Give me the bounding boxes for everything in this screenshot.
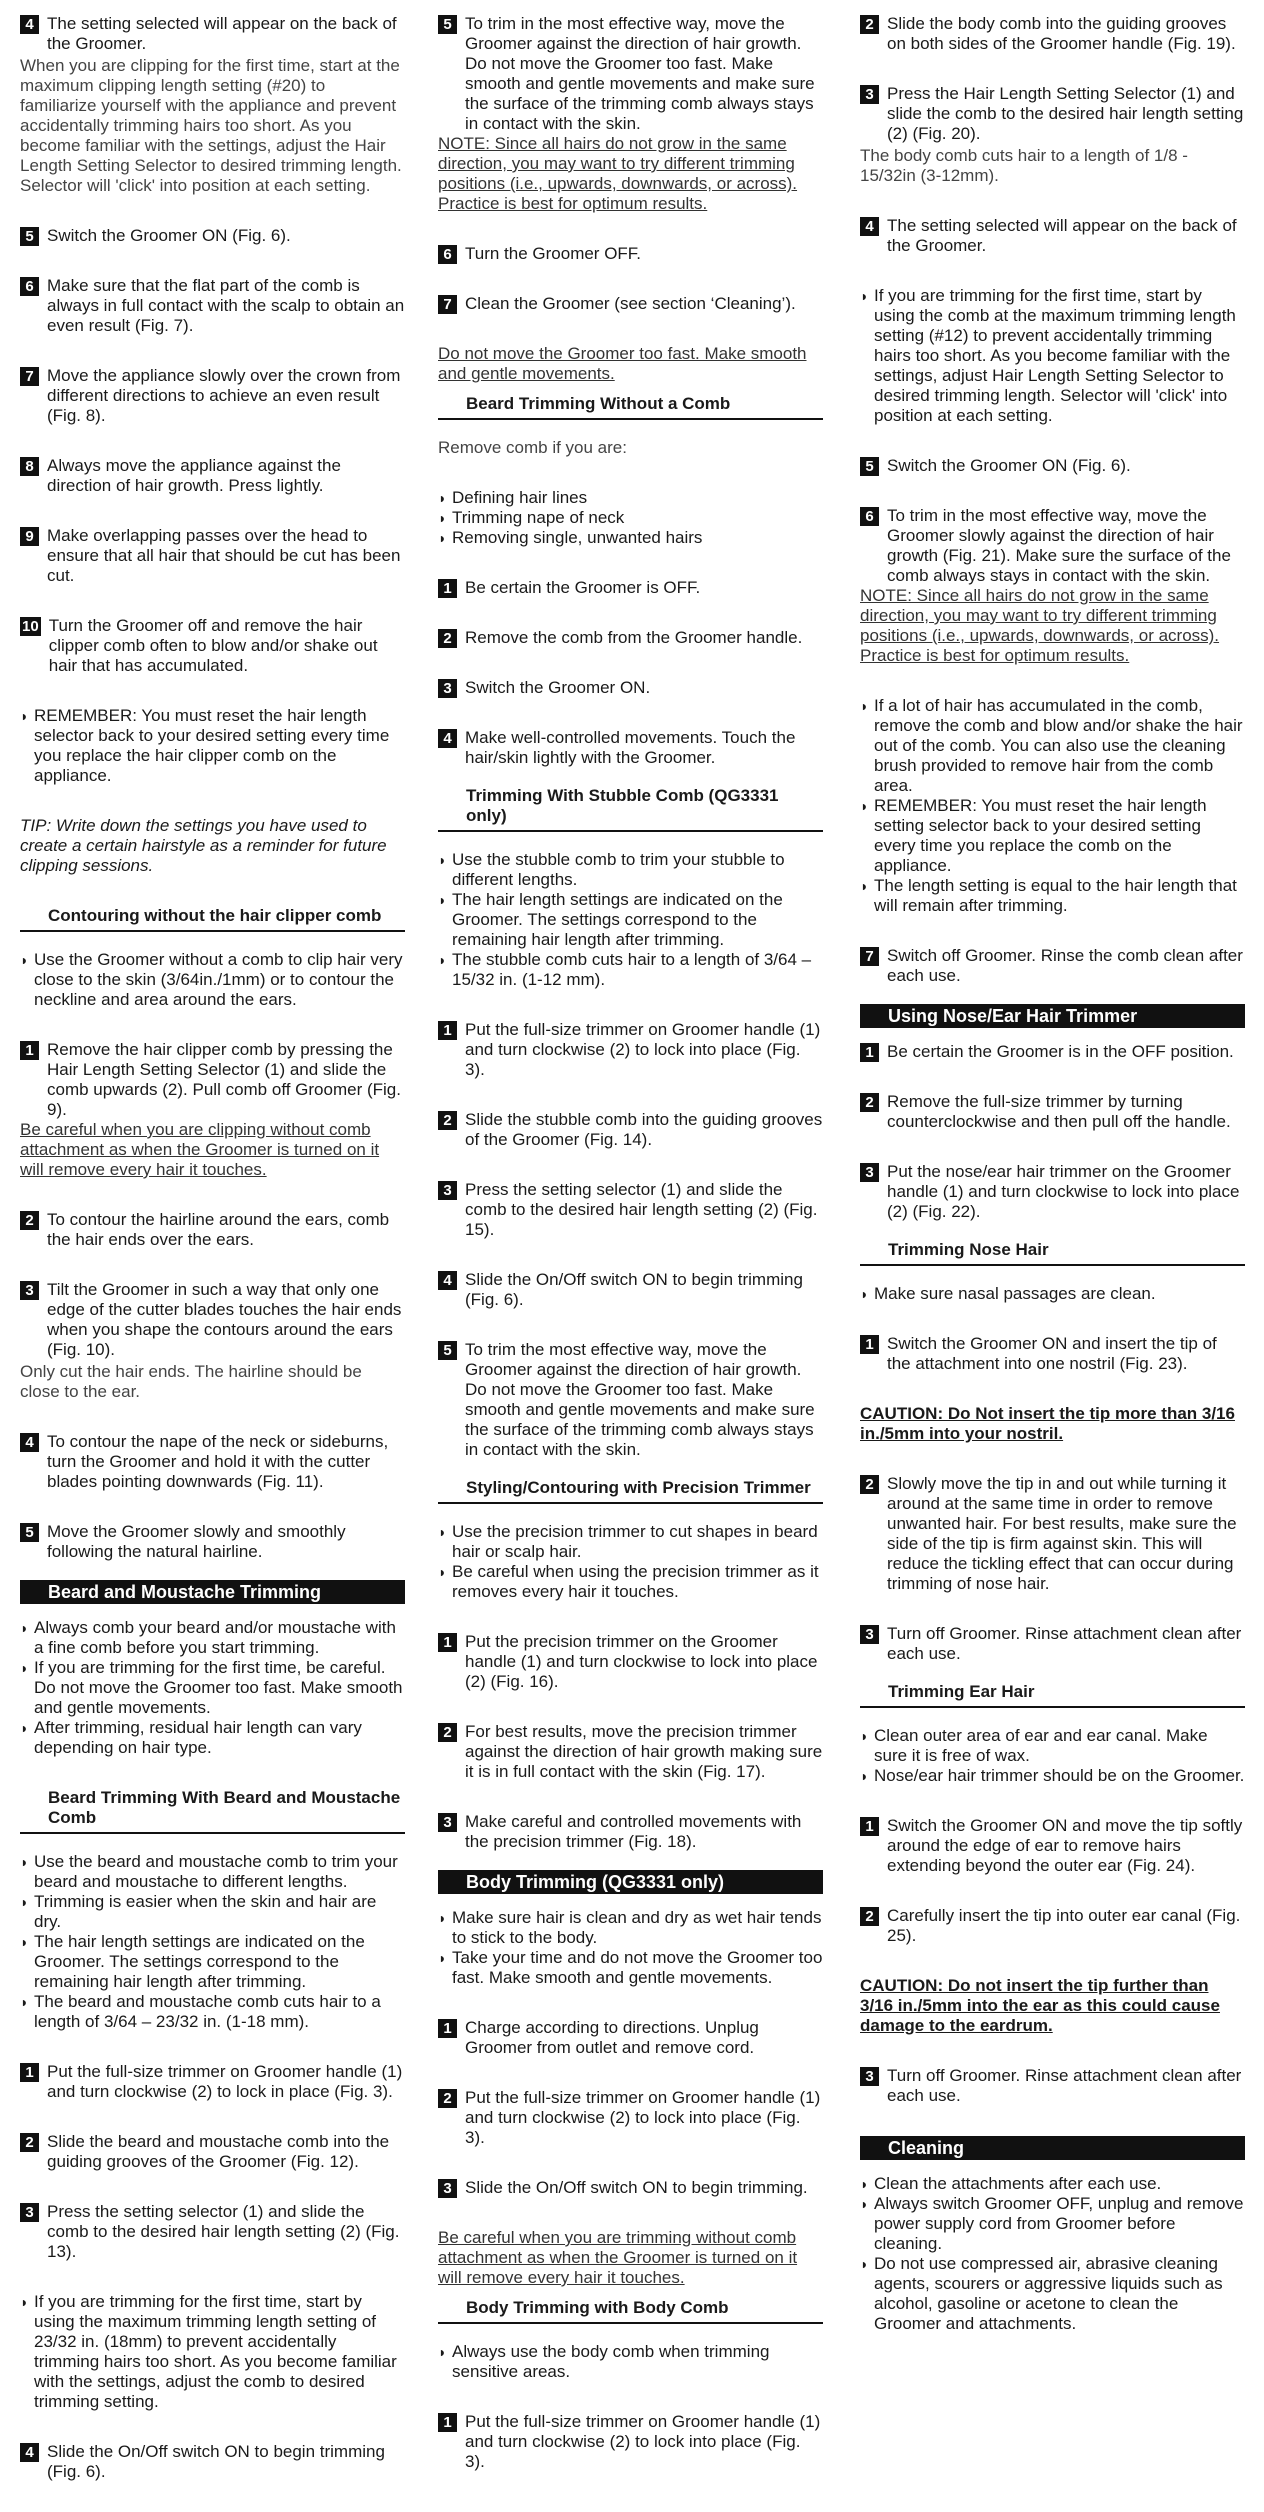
bullet-item: [438, 1948, 823, 1988]
stubble-bullets: [438, 850, 823, 990]
step-number: 4: [20, 2443, 39, 2462]
bullet-icon: ◗: [20, 708, 29, 724]
step-number: 1: [860, 1817, 879, 1836]
step-text: Turn off Groomer. Rinse attachment clean after each use.: [887, 2066, 1242, 2105]
caution-nostril: CAUTION: Do Not insert the tip more than 3/16 in./5mm into your nostril.: [860, 1404, 1235, 1443]
bullet-icon: ◗: [860, 1768, 869, 1784]
step-number: 5: [20, 227, 39, 246]
tip-text: TIP: Write down the settings you have used to create a certain hairstyle as a reminder for future clipping sessions.: [20, 816, 387, 875]
bullet-item: [20, 1658, 405, 1718]
step-text: Charge according to directions. Unplug Groomer from outlet and remove cord.: [465, 2018, 759, 2057]
step-number: 2: [20, 2133, 39, 2152]
bullet-text: The beard and moustache comb cuts hair to a length of 3/64 – 23/32 in. (1-18 mm).: [34, 1992, 381, 2031]
body-comb-step-5: [860, 456, 1245, 476]
step-text: The setting selected will appear on the back of the Groomer.: [887, 216, 1237, 255]
bullet-icon: ◗: [438, 1910, 447, 1926]
bullet-icon: ◗: [438, 510, 447, 526]
step-text: Make sure that the flat part of the comb is always in full contact with the scalp to obtain an even result (Fig. 7).: [47, 276, 405, 335]
bullet-item: [20, 950, 405, 1010]
contour-step-5: [20, 1522, 405, 1562]
bullet-item: [860, 1726, 1245, 1766]
step-text: Press the Hair Length Setting Selector (1) and slide the comb to the desired hair length setting (2) (Fig. 20).: [887, 84, 1244, 143]
step-text: Move the appliance slowly over the crown from different directions to achieve an even result (Fig. 8).: [47, 366, 401, 425]
bullet-icon: ◗: [20, 1894, 29, 1910]
step-number: 8: [20, 457, 39, 476]
contour-step-1: [20, 1040, 405, 1120]
bullet-text: The length setting is equal to the hair length that will remain after trimming.: [874, 876, 1237, 915]
column-2: [438, 14, 823, 2502]
nose-ear-step-1: [860, 1042, 1245, 1062]
bullet-text: Use the precision trimmer to cut shapes in beard hair or scalp hair.: [452, 1522, 818, 1561]
step-text: Slide the body comb into the guiding grooves on both sides of the Groomer handle (Fig. 19).: [887, 14, 1236, 53]
bullet-text: After trimming, residual hair length can vary depending on hair type.: [34, 1718, 362, 1757]
no-comb-step-3: [438, 678, 823, 698]
body-comb-step-7: [860, 946, 1245, 986]
section-heading-contouring: Contouring without the hair clipper comb: [20, 906, 405, 932]
step-number: 3: [438, 2179, 457, 2198]
step-number: 1: [438, 1021, 457, 1040]
bullet-text: Clean the attachments after each use.: [874, 2174, 1162, 2193]
step-number: 2: [860, 1093, 879, 1112]
step-number: 7: [438, 295, 457, 314]
step-number: 1: [438, 579, 457, 598]
note-text: NOTE: Since all hairs do not grow in the same direction, you may want to try different trimming positions (i.e., upwards, downwards, or across). Practice is best for optimum results.: [860, 586, 1220, 665]
step-text: Switch the Groomer ON and insert the tip of the attachment into one nostril (Fig. 23).: [887, 1334, 1217, 1373]
bullet-text: Always switch Groomer OFF, unplug and remove power supply cord from Groomer before cleaning.: [874, 2194, 1244, 2253]
bullet-item: [860, 696, 1245, 796]
bullet-icon: ◗: [20, 1994, 29, 2010]
body-comb-step-3: [860, 84, 1245, 144]
bullet-text: The hair length settings are indicated on the Groomer. The settings correspond to the remaining hair length after trimming.: [34, 1932, 365, 1991]
remember-bullet: [20, 706, 405, 786]
bullet-item: [438, 950, 823, 990]
bullet-text: Nose/ear hair trimmer should be on the Groomer.: [874, 1766, 1245, 1785]
bullet-icon: ◗: [20, 1854, 29, 1870]
step-number: 3: [860, 2067, 879, 2086]
step-7: [20, 366, 405, 426]
bullet-item: [438, 1522, 823, 1562]
bullet-icon: ◗: [438, 2344, 447, 2360]
bullet-icon: ◗: [20, 1720, 29, 1736]
stubble-step-5: [438, 1340, 823, 1460]
nose-step-2: [860, 1474, 1245, 1594]
step-text: The setting selected will appear on the back of the Groomer.: [47, 14, 397, 53]
step-text: Slide the On/Off switch ON to begin trimming (Fig. 6).: [465, 1270, 803, 1309]
bullet-text: Make sure nasal passages are clean.: [874, 1284, 1156, 1303]
bullet-icon: ◗: [20, 1620, 29, 1636]
step-text: Put the precision trimmer on the Groomer handle (1) and turn clockwise to lock into place (2) (Fig. 16).: [465, 1632, 818, 1691]
step-number: 2: [20, 1211, 39, 1230]
column-1: [20, 14, 405, 2512]
bullet-item: [438, 1908, 823, 1948]
ear-step-2: [860, 1906, 1245, 1946]
bullet-item: [438, 850, 823, 890]
body-comb-step-1: [438, 2412, 823, 2472]
bullet-item: [860, 2254, 1245, 2334]
section-heading-beard-comb: Beard Trimming With Beard and Moustache Comb: [20, 1788, 405, 1834]
step-text: Press the setting selector (1) and slide the comb to the desired hair length setting (2) (Fig. 13).: [47, 2202, 400, 2261]
step-text: To contour the hairline around the ears, comb the hair ends over the ears.: [47, 1210, 390, 1249]
step-number: 2: [860, 1907, 879, 1926]
step-text: Put the full-size trimmer on Groomer handle (1) and turn clockwise (2) to lock in place (Fig. 3).: [47, 2062, 403, 2101]
step-text: Make well-controlled movements. Touch the hair/skin lightly with the Groomer.: [465, 728, 796, 767]
section-heading-precision: Styling/Contouring with Precision Trimmer: [438, 1478, 823, 1504]
bullet-item: [20, 1718, 405, 1758]
step-text: Slide the On/Off switch ON to begin trimming (Fig. 6).: [47, 2442, 385, 2481]
bullet-icon: ◗: [860, 798, 869, 814]
bullet-item: [438, 508, 823, 528]
step-text: Put the full-size trimmer on Groomer handle (1) and turn clockwise (2) to lock into place (Fig. 3).: [465, 2088, 821, 2147]
bullet-icon: ◗: [438, 1950, 447, 1966]
bullet-item: [438, 2342, 823, 2382]
ear-step-1: [860, 1816, 1245, 1876]
step-text: Be certain the Groomer is OFF.: [465, 578, 701, 597]
note-text: NOTE: Since all hairs do not grow in the same direction, you may want to try different trimming positions (i.e., upwards, downwards, or across). Practice is best for optimum results.: [438, 134, 798, 213]
stubble-step-3: [438, 1180, 823, 1240]
step-number: 1: [438, 2413, 457, 2432]
accumulated-hair-bullets: [860, 696, 1245, 916]
beard-step-3: [20, 2202, 405, 2262]
bullet-text: Take your time and do not move the Groomer too fast. Make smooth and gentle movements.: [452, 1948, 823, 1987]
step-10: [20, 616, 405, 676]
step-number: 7: [20, 367, 39, 386]
step-text: Slide the stubble comb into the guiding grooves of the Groomer (Fig. 14).: [465, 1110, 823, 1149]
contour-step-2: [20, 1210, 405, 1250]
step-6: [20, 276, 405, 336]
beard-step-1: [20, 2062, 405, 2102]
step-number: 3: [20, 1281, 39, 1300]
bullet-item: [438, 488, 823, 508]
step-8: [20, 456, 405, 496]
bullet-item: [860, 2174, 1245, 2194]
step-number: 3: [438, 1813, 457, 1832]
bullet-text: Make sure hair is clean and dry as wet hair tends to stick to the body.: [452, 1908, 822, 1947]
beard-comb-bullets: [20, 1852, 405, 2032]
caution-note: Be careful when you are clipping without comb attachment as when the Groomer is turned on it will remove every hair it touches.: [20, 1120, 380, 1179]
bullet-text: Always use the body comb when trimming sensitive areas.: [452, 2342, 770, 2381]
no-comb-step-1: [438, 578, 823, 598]
step-text: Move the Groomer slowly and smoothly following the natural hairline.: [47, 1522, 346, 1561]
step-number: 3: [860, 1625, 879, 1644]
bullet-icon: ◗: [860, 2256, 869, 2272]
step-number: 6: [438, 245, 457, 264]
step-number: 4: [20, 15, 39, 34]
step-text: Remove the comb from the Groomer handle.: [465, 628, 803, 647]
bullet-icon: ◗: [438, 852, 447, 868]
bullet-item: [860, 876, 1245, 916]
step-number: 5: [438, 1341, 457, 1360]
contour-step-3: [20, 1280, 405, 1360]
bullet-icon: ◗: [860, 1286, 869, 1302]
first-time-bullet: [20, 2292, 405, 2412]
step-number: 4: [438, 729, 457, 748]
step-text: Make careful and controlled movements with the precision trimmer (Fig. 18).: [465, 1812, 802, 1851]
no-comb-step-4: [438, 728, 823, 768]
step-text: Switch the Groomer ON.: [465, 678, 651, 697]
bullet-item: [20, 1618, 405, 1658]
bullet-item: [438, 528, 823, 548]
step-text: To trim in the most effective way, move the Groomer against the direction of hair growth. Do not move the Groomer too fast. Make smooth and gentle movements and make sure the surface of the trimming comb always stays in contact with the skin.: [465, 14, 815, 133]
body-bullets: [438, 1908, 823, 1988]
precision-step-2: [438, 1722, 823, 1782]
bullet-text: If you are trimming for the first time, start by using the maximum trimming length setting of 23/32 in. (18mm) to prevent accidentally trimming hairs too short. As you become familiar with the settings, adjust the comb to desired trimming setting.: [34, 2292, 397, 2411]
step-text: Turn the Groomer off and remove the hair clipper comb often to blow and/or shake out hair that has accumulated.: [48, 616, 378, 675]
step-number: 3: [860, 85, 879, 104]
nose-step-3: [860, 1624, 1245, 1664]
stubble-step-1: [438, 1020, 823, 1080]
bullet-text: Trimming nape of neck: [452, 508, 625, 527]
cleaning-bullets: [860, 2174, 1245, 2334]
bullet-icon: ◗: [438, 892, 447, 908]
column-3: [860, 14, 1245, 2364]
bullet-text: Always comb your beard and/or moustache with a fine comb before you start trimming.: [34, 1618, 396, 1657]
step-number: 4: [20, 1433, 39, 1452]
body-step-2: [438, 2088, 823, 2148]
bullet-item: [438, 1562, 823, 1602]
step-text: To trim in the most effective way, move the Groomer slowly against the direction of hair growth (Fig. 21). Make sure the surface of the comb always stays in contact with the skin.: [887, 506, 1231, 585]
step-number: 6: [20, 277, 39, 296]
body-comb-step-6: [860, 506, 1245, 586]
bullet-icon: ◗: [438, 1524, 447, 1540]
step-5: [20, 226, 405, 246]
bullet-text: REMEMBER: You must reset the hair length setting selector back to your desired setting every time you replace the comb on the appliance.: [874, 796, 1207, 875]
bullet-item: [20, 1852, 405, 1892]
step-text: Make overlapping passes over the head to ensure that all hair that should be cut has been cut.: [47, 526, 401, 585]
bullet-item: [860, 2194, 1245, 2254]
bullet-text: Use the beard and moustache comb to trim your beard and moustache to different lengths.: [34, 1852, 398, 1891]
step-number: 9: [20, 527, 39, 546]
precision-step-1: [438, 1632, 823, 1692]
step-text: Slide the beard and moustache comb into the guiding grooves of the Groomer (Fig. 12).: [47, 2132, 390, 2171]
step-text: Press the setting selector (1) and slide the comb to the desired hair length setting (2) (Fig. 15).: [465, 1180, 818, 1239]
section-heading-nose: Trimming Nose Hair: [860, 1240, 1245, 1266]
body-caution-note: Be careful when you are trimming without comb attachment as when the Groomer is turned on it will remove every hair it touches.: [438, 2228, 798, 2287]
bullet-text: The stubble comb cuts hair to a length of 3/64 – 15/32 in. (1-12 mm).: [452, 950, 812, 989]
bullet-icon: ◗: [20, 952, 29, 968]
section-bar-beard-moustache: Beard and Moustache Trimming: [20, 1580, 405, 1604]
step-number: 1: [20, 2063, 39, 2082]
section-heading-body-comb: Body Trimming with Body Comb: [438, 2298, 823, 2324]
beard-bullets: [20, 1618, 405, 1758]
step-text: Remove the full-size trimmer by turning counterclockwise and then pull off the handle.: [887, 1092, 1231, 1131]
first-time-bullet: [860, 286, 1245, 426]
step-number: 4: [860, 217, 879, 236]
step-text: Put the full-size trimmer on Groomer handle (1) and turn clockwise (2) to lock into place (Fig. 3).: [465, 1020, 821, 1079]
body-comb-step-2: [860, 14, 1245, 54]
step-number: 5: [860, 457, 879, 476]
step-text: For best results, move the precision trimmer against the direction of hair growth making sure it is in full contact with the skin (Fig. 17).: [465, 1722, 823, 1781]
body-step-1: [438, 2018, 823, 2058]
bullet-item: [20, 1932, 405, 1992]
step-number: 1: [860, 1043, 879, 1062]
body-step-3: [438, 2178, 823, 2198]
bullet-text: Do not use compressed air, abrasive cleaning agents, scourers or aggressive liquids such as alcohol, gasoline or acetone to clean the Groomer and attachments.: [874, 2254, 1223, 2333]
step-text: Switch off Groomer. Rinse the comb clean after each use.: [887, 946, 1243, 985]
bullet-text: If a lot of hair has accumulated in the comb, remove the comb and blow and/or shake the hair out of the comb. You can also use the cleaning brush provided to remove hair from the comb area.: [874, 696, 1243, 795]
step-number: 6: [860, 507, 879, 526]
step-number: 2: [438, 1723, 457, 1742]
bullet-item: [438, 890, 823, 950]
step-text: Slowly move the tip in and out while turning it around at the same time in order to remove unwanted hair. For best results, make sure the side of the tip is firm against skin. This will reduce the tickling effect that can occur during trimming of nose hair.: [887, 1474, 1237, 1593]
step-text: Slide the On/Off switch ON to begin trimming.: [465, 2178, 808, 2197]
step-text: Put the full-size trimmer on Groomer handle (1) and turn clockwise (2) to lock into place (Fig. 3).: [465, 2412, 821, 2471]
step-5: [438, 14, 823, 134]
bullet-text: Defining hair lines: [452, 488, 588, 507]
step-number: 2: [438, 2089, 457, 2108]
bullet-text: If you are trimming for the first time, start by using the comb at the maximum trimming length setting (#12) to prevent accidentally trimming hairs too short. As you become familiar with the settings, adjust Hair Length Setting Selector to desired trimming length. Selector will 'click' into position at each setting.: [874, 286, 1236, 425]
bullet-item: [860, 1284, 1245, 1304]
beard-step-4: [20, 2442, 405, 2482]
bullet-icon: ◗: [860, 878, 869, 894]
caution-eardrum: CAUTION: Do not insert the tip further than 3/16 in./5mm into the ear as this could cause damage to the eardrum.: [860, 1976, 1220, 2035]
step-number: 3: [438, 1181, 457, 1200]
stubble-step-4: [438, 1270, 823, 1310]
nose-step-1: [860, 1334, 1245, 1374]
step-number: 3: [438, 679, 457, 698]
bullet-item: [20, 1992, 405, 2032]
step-9: [20, 526, 405, 586]
bullet-text: Be careful when using the precision trimmer as it removes every hair it touches.: [452, 1562, 819, 1601]
bullet-icon: ◗: [860, 288, 869, 304]
step-number: 1: [438, 2019, 457, 2038]
bullet-text: If you are trimming for the first time, be careful. Do not move the Groomer too fast. Make smooth and gentle movements.: [34, 1658, 403, 1717]
section-heading-stubble: Trimming With Stubble Comb (QG3331 only): [438, 786, 823, 832]
bullet-text: Use the stubble comb to trim your stubble to different lengths.: [452, 850, 785, 889]
step-number: 3: [20, 2203, 39, 2222]
section-bar-nose-ear: Using Nose/Ear Hair Trimmer: [860, 1004, 1245, 1028]
step-text: To trim the most effective way, move the Groomer against the direction of hair growth. Do not move the Groomer too fast. Make smooth and gentle movements and make sure the surface of the trimming comb always stays in contact with the skin.: [465, 1340, 815, 1459]
step-number: 1: [438, 1633, 457, 1652]
body-comb-length-text: The body comb cuts hair to a length of 1/8 - 15/32in (3-12mm).: [860, 146, 1188, 185]
bullet-icon: ◗: [860, 2196, 869, 2212]
step-number: 5: [438, 15, 457, 34]
bullet-item: [20, 1892, 405, 1932]
bullet-icon: ◗: [860, 698, 869, 714]
no-comb-intro: Remove comb if you are:: [438, 438, 627, 457]
step-number: 7: [860, 947, 879, 966]
step-number: 4: [438, 1271, 457, 1290]
nose-ear-step-2: [860, 1092, 1245, 1132]
no-comb-step-2: [438, 628, 823, 648]
step-text: Switch the Groomer ON (Fig. 6).: [47, 226, 291, 245]
step-text: Carefully insert the tip into outer ear canal (Fig. 25).: [887, 1906, 1241, 1945]
bullet-icon: ◗: [438, 490, 447, 506]
step-text: Switch the Groomer ON and move the tip softly around the edge of ear to remove hairs extending beyond the outer ear (Fig. 24).: [887, 1816, 1243, 1875]
step-number: 10: [22, 618, 39, 635]
section-bar-body-trimming: Body Trimming (QG3331 only): [438, 1870, 823, 1894]
ear-bullets: [860, 1726, 1245, 1786]
step-text: Remove the hair clipper comb by pressing the Hair Length Setting Selector (1) and slide the comb upwards (2). Pull comb off Groomer (Fig. 9).: [47, 1040, 401, 1119]
section-heading-no-comb: Beard Trimming Without a Comb: [438, 394, 823, 420]
step-text: Turn the Groomer OFF.: [465, 244, 642, 263]
step-text: Clean the Groomer (see section ‘Cleaning’).: [465, 294, 796, 313]
bullet-text: Trimming is easier when the skin and hair are dry.: [34, 1892, 377, 1931]
step-7: [438, 294, 823, 314]
step-text: To contour the nape of the neck or sideburns, turn the Groomer and hold it with the cutter blades pointing downwards (Fig. 11).: [47, 1432, 389, 1491]
bullet-item: [860, 1766, 1245, 1786]
step-text: Tilt the Groomer in such a way that only one edge of the cutter blades touches the hair ends when you shape the contours around the ears (Fig. 10).: [47, 1280, 402, 1359]
section-bar-cleaning: Cleaning: [860, 2136, 1245, 2160]
bullet-icon: ◗: [438, 952, 447, 968]
step-number: 2: [438, 1111, 457, 1130]
bullet-icon: ◗: [20, 2294, 29, 2310]
step-text: Always move the appliance against the direction of hair growth. Press lightly.: [47, 456, 341, 495]
bullet-text: REMEMBER: You must reset the hair length selector back to your desired setting every time you replace the hair clipper comb on the appliance.: [34, 706, 390, 785]
bullet-icon: ◗: [20, 1934, 29, 1950]
body-comb-step-4: [860, 216, 1245, 256]
step-text: Turn off Groomer. Rinse attachment clean after each use.: [887, 1624, 1242, 1663]
precision-step-3: [438, 1812, 823, 1852]
bullet-text: Use the Groomer without a comb to clip hair very close to the skin (3/64in./1mm) or to contour the neckline and area around the ears.: [34, 950, 403, 1009]
step-4: [20, 14, 405, 54]
beard-step-2: [20, 2132, 405, 2172]
section-heading-ear: Trimming Ear Hair: [860, 1682, 1245, 1708]
step-number: 1: [860, 1335, 879, 1354]
bullet-icon: ◗: [860, 2176, 869, 2192]
bullet-text: The hair length settings are indicated on the Groomer. The settings correspond to the remaining hair length after trimming.: [452, 890, 783, 949]
step-number: 2: [860, 1475, 879, 1494]
step-text: Be certain the Groomer is in the OFF position.: [887, 1042, 1234, 1061]
movement-note: Do not move the Groomer too fast. Make smooth and gentle movements.: [438, 344, 807, 383]
bullet-icon: ◗: [20, 1660, 29, 1676]
step-number: 1: [20, 1041, 39, 1060]
bullet-icon: ◗: [438, 530, 447, 546]
bullet-item: [860, 796, 1245, 876]
first-time-clipping-text: When you are clipping for the first time, start at the maximum clipping length setting (#20) to familiarize yourself with the appliance and prevent accidentally trimming hairs too short. As you become familiar with the settings, adjust the Hair Length Setting Selector to desired trimming length. Selector will 'click' into position at each setting.: [20, 56, 402, 195]
step-6: [438, 244, 823, 264]
precision-bullets: [438, 1522, 823, 1602]
contour-note: Only cut the hair ends. The hairline should be close to the ear.: [20, 1362, 362, 1401]
step-text: Switch the Groomer ON (Fig. 6).: [887, 456, 1131, 475]
step-number: 3: [860, 1163, 879, 1182]
contour-step-4: [20, 1432, 405, 1492]
step-text: Put the nose/ear hair trimmer on the Groomer handle (1) and turn clockwise to lock into place (2) (Fig. 22).: [887, 1162, 1240, 1221]
step-number: 2: [860, 15, 879, 34]
bullet-text: Removing single, unwanted hairs: [452, 528, 703, 547]
step-number: 2: [438, 629, 457, 648]
bullet-icon: ◗: [860, 1728, 869, 1744]
step-number: 5: [20, 1523, 39, 1542]
bullet-icon: ◗: [438, 1564, 447, 1580]
bullet-text: Clean outer area of ear and ear canal. Make sure it is free of wax.: [874, 1726, 1208, 1765]
no-comb-bullets: [438, 488, 823, 548]
ear-step-3: [860, 2066, 1245, 2106]
nose-ear-step-3: [860, 1162, 1245, 1222]
stubble-step-2: [438, 1110, 823, 1150]
